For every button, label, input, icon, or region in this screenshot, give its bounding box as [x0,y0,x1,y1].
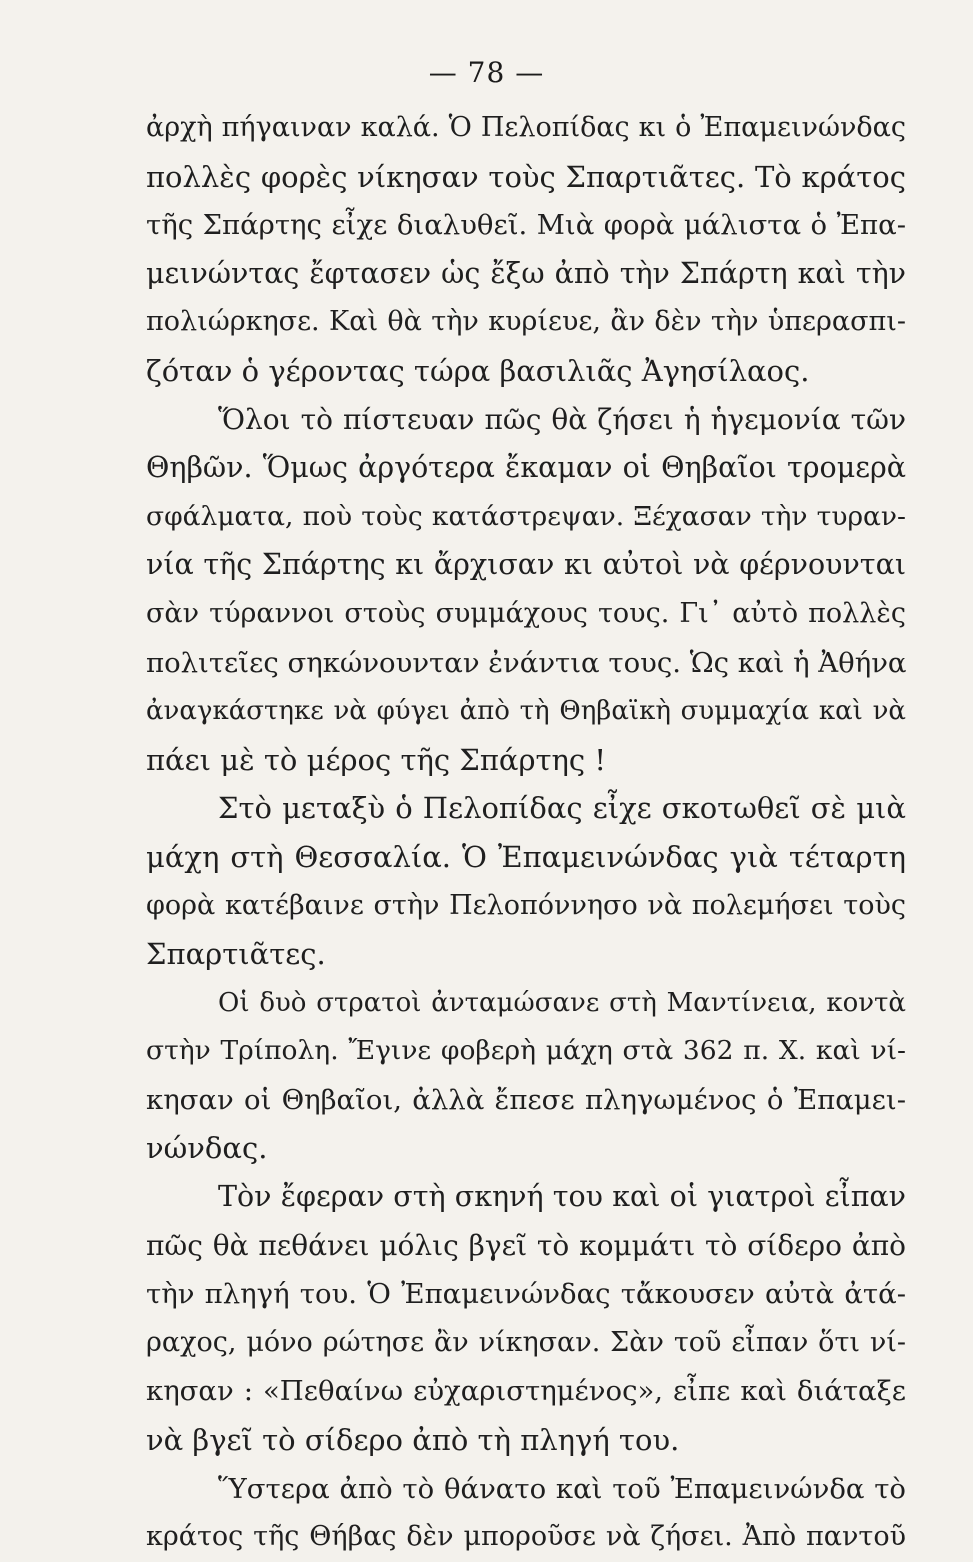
text-line: πολιτεῖες σηκώνουνταν ἐνάντια τους. Ὡς καὶ ἡ Ἀθήνα [146,646,907,679]
text-line: πολιώρκησε. Καὶ θὰ τὴν κυρίευε, ἂν δὲν τὴν ὑπερασπι- [146,306,906,338]
text-line: κησαν οἱ Θηβαῖοι, ἀλλὰ ἔπεσε πληγωμένος ὁ Ἐπαμει- [146,1083,906,1116]
text-line: Ὕστερα ἀπὸ τὸ θάνατο καὶ τοῦ Ἐπαμεινώνδα τὸ [218,1472,906,1505]
text-line: πῶς θὰ πεθάνει μόλις βγεῖ τὸ κομμάτι τὸ σίδερο ἀπὸ [146,1228,906,1262]
text-line: ἀρχὴ πήγαιναν καλά. Ὁ Πελοπίδας κι ὁ Ἐπαμεινώνδας [146,112,906,143]
text-line: Ὅλοι τὸ πίστευαν πῶς θὰ ζήσει ἡ ἡγεμονία τῶν [218,402,906,436]
text-line: ζόταν ὁ γέροντας τώρα βασιλιᾶς Ἀγησίλαος. [146,353,810,388]
text-line: ἀναγκάστηκε νὰ φύγει ἀπὸ τὴ Θηβαϊκὴ συμμαχία καὶ νὰ [146,696,906,727]
text-line: κησαν : «Πεθαίνω εὐχαριστημένος», εἶπε καὶ διάταξε [146,1375,906,1408]
text-line: νὰ βγεῖ τὸ σίδερο ἀπὸ τὴ πληγή του. [146,1423,680,1458]
text-line: σφάλματα, ποὺ τοὺς κατάστρεψαν. Ξέχασαν τὴν τυραν- [146,500,906,532]
text-line: Θηβῶν. Ὅμως ἀργότερα ἔκαμαν οἱ Θηβαῖοι τρομερὰ [146,451,906,485]
text-line: κράτος τῆς Θήβας δὲν μποροῦσε νὰ ζήσει. Ἀπὸ παντοῦ [146,1521,906,1553]
text-line: Στὸ μεταξὺ ὁ Πελοπίδας εἶχε σκοτωθεῖ σὲ μιὰ [218,791,906,826]
text-line: μεινώντας ἔφτασεν ὡς ἔξω ἀπὸ τὴν Σπάρτη καὶ τὴν [146,256,906,290]
text-line: νώνδας. [146,1131,268,1166]
text-line: πολλὲς φορὲς νίκησαν τοὺς Σπαρτιᾶτες. Τὸ κράτος [146,159,906,194]
text-line: ραχος, μόνο ρώτησε ἂν νίκησαν. Σὰν τοῦ εἶπαν ὅτι νί- [146,1326,906,1358]
text-line: σὰν τύραννοι στοὺς συμμάχους τους. Γι᾿ αὐτὸ πολλὲς [146,597,906,629]
text-line: Σπαρτιᾶτες. [146,937,326,972]
text-line: τῆς Σπάρτης εἶχε διαλυθεῖ. Μιὰ φορὰ μάλιστα ὁ Ἐπα- [146,209,906,242]
text-line: στὴν Τρίπολη. Ἔγινε φοβερὴ μάχη στὰ 362 π. Χ. καὶ νί- [146,1035,906,1067]
body-text [146,104,906,1562]
text-line: πάει μὲ τὸ μέρος τῆς Σπάρτης ! [146,742,607,777]
text-line: Τὸν ἔφεραν στὴ σκηνή του καὶ οἱ γιατροὶ εἶπαν [218,1180,906,1214]
text-line: φορὰ κατέβαινε στὴν Πελοπόννησο νὰ πολεμήσει τοὺς [146,889,906,921]
text-line: νία τῆς Σπάρτης κι ἄρχισαν κι αὐτοὶ νὰ φέρνουνται [146,548,906,582]
text-line: μάχη στὴ Θεσσαλία. Ὁ Ἐπαμεινώνδας γιὰ τέταρτη [146,839,906,874]
text-line: τὴν πληγή του. Ὁ Ἐπαμεινώνδας τἄκουσεν αὐτὰ ἀτά- [146,1278,906,1311]
text-line: Οἱ δυὸ στρατοὶ ἀνταμώσανε στὴ Μαντίνεια, κοντὰ [218,987,906,1018]
page-number: — 78 — [428,56,545,89]
